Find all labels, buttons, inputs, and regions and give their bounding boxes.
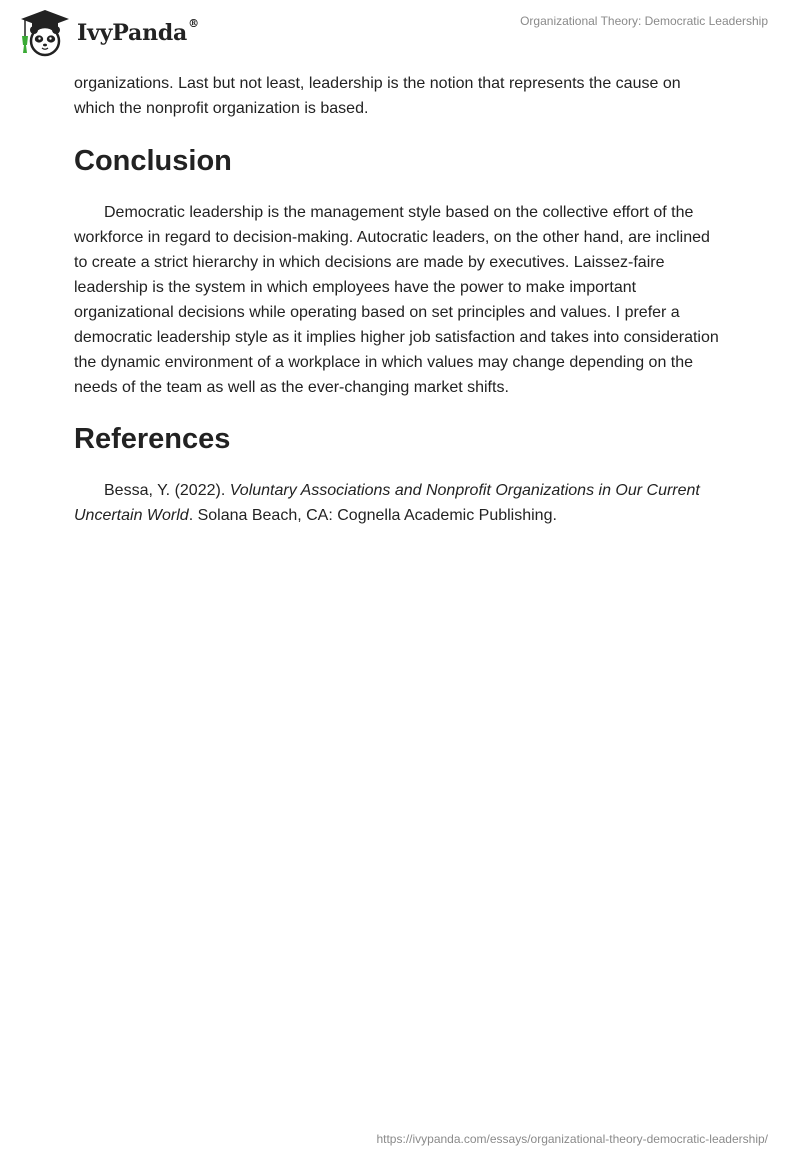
document-title: Organizational Theory: Democratic Leadership <box>520 14 768 28</box>
essay-body <box>74 71 724 528</box>
reference-title: Voluntary Associations and Nonprofit Organizations in Our Current Uncertain World <box>74 482 700 524</box>
intro-paragraph: organizations. Last but not least, leadership is the notion that represents the cause on which the nonprofit organization is based. <box>74 75 681 117</box>
source-url[interactable]: https://ivypanda.com/essays/organizational-theory-democratic-leadership/ <box>376 1132 768 1146</box>
ivypanda-logo[interactable] <box>15 8 199 58</box>
reference-publisher: . Solana Beach, CA: Cognella Academic Publishing. <box>188 507 557 524</box>
references-heading: References <box>74 423 231 455</box>
page-header <box>0 0 800 64</box>
conclusion-paragraph: Democratic leadership is the management style based on the collective effort of the workforce in regard to decision-making. Autocratic leaders, on the other hand, are inclined to create a strict hierarchy in which decisions are made by executives. Laissez-faire leadership is the system in which employees have the power to make important organizational decisions while operating based on set principles and values. I prefer a democratic leadership style as it implies higher job satisfaction and takes into consideration the dynamic environment of a workplace in which values may change depending on the needs of the team as well as the ever-changing market shifts. <box>74 204 719 396</box>
reference-entry <box>74 478 724 528</box>
conclusion-heading: Conclusion <box>74 145 232 177</box>
reference-author-year: Bessa, Y. (2022). <box>104 482 230 499</box>
brand-name: IvyPanda® <box>77 17 199 46</box>
panda-graduate-icon <box>15 8 75 58</box>
